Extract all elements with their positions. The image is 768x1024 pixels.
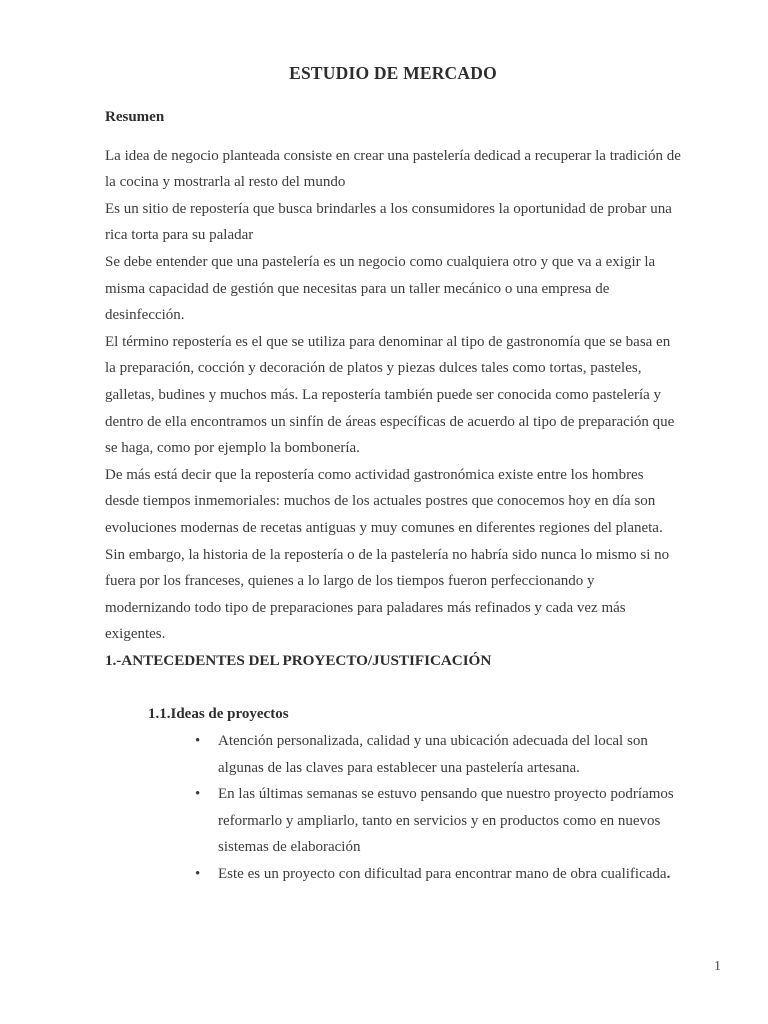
bullet-dot-icon: • [195,866,201,883]
bullet-dot-icon: • [195,786,201,803]
list-item [195,728,681,781]
list-item [195,861,681,888]
list-item-text-emphasis: . [666,866,671,883]
list-item [195,781,681,861]
summary-heading: Resumen [105,109,165,125]
paragraph: El término repostería es el que se utiliza para denominar al tipo de gastronomía que se basa en la preparación, cocción y decoración de platos y piezas dulces tales como tortas, pasteles, galletas, budines y muchos más. La repostería también puede ser conocida como pastelería y dentro de ella encontramos un sinfín de áreas específicas de acuerdo al tipo de preparación que se haga, como por ejemplo la bombonería. [105,333,675,457]
bullet-dot-icon: • [195,733,201,750]
document-content [105,0,681,888]
list-item-text: Atención personalizada, calidad y una ubicación adecuada del local son algunas de las claves para establecer una pastelería artesana. [218,733,648,776]
paragraph: De más está decir que la repostería como actividad gastronómica existe entre los hombres desde tiempos inmemoriales: muchos de los actuales postres que conocemos hoy en día son evoluciones modernas de recetas antiguas y muy comunes en diferentes regiones del planeta. [105,466,663,536]
list-item-text: En las últimas semanas se estuvo pensando que nuestro proyecto podríamos reformarlo y ampliarlo, tanto en servicios y en productos como en nuevos sistemas de elaboración [218,786,674,856]
paragraph: Se debe entender que una pastelería es un negocio como cualquiera otro y que va a exigir la misma capacidad de gestión que necesitas para un taller mecánico o una empresa de desinfección. [105,253,656,324]
ideas-bullet-list [105,728,681,888]
paragraph: La idea de negocio planteada consiste en crear una pastelería dedicad a recuperar la tradición de la cocina y mostrarla al resto del mundo [105,147,681,191]
list-item-text: Este es un proyecto con dificultad para encontrar mano de obra cualificada. [218,866,671,883]
paragraph: Es un sitio de repostería que busca brindarles a los consumidores la oportunidad de probar una rica torta para su paladar [105,200,672,244]
page-number: 1 [714,959,721,974]
page-title: ESTUDIO DE MERCADO [289,63,497,83]
summary-paragraphs [105,131,681,648]
section-heading-1: 1.-ANTECEDENTES DEL PROYECTO/JUSTIFICACIÓN [105,651,492,669]
paragraph: Sin embargo, la historia de la repostería o de la pastelería no habría sido nunca lo mismo si no fuera por los franceses, quienes a lo largo de los tiempos fueron perfeccionando y modernizando todo tipo de preparaciones para paladares más refinados y cada vez más exigentes. [105,546,670,643]
subsection-heading-1-1: 1.1.Ideas de proyectos [148,706,289,723]
